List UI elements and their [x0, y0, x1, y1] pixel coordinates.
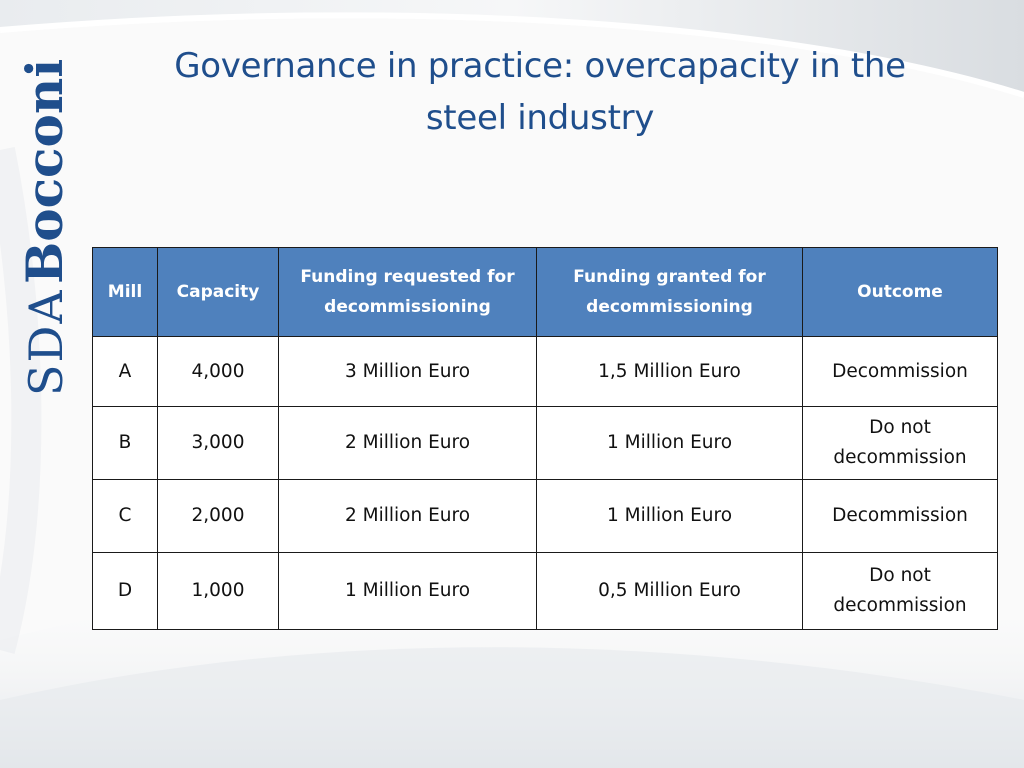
- cell-funding-requested: 1 Million Euro: [279, 553, 537, 630]
- cell-capacity: 4,000: [158, 337, 279, 407]
- sda-bocconi-logo: [14, 40, 78, 400]
- cell-capacity: 2,000: [158, 480, 279, 553]
- cell-mill: A: [93, 337, 158, 407]
- header-funding-granted-line1: Funding granted for: [573, 267, 766, 287]
- header-funding-requested-line2: decommissioning: [324, 297, 491, 317]
- cell-funding-granted: 0,5 Million Euro: [537, 553, 803, 630]
- title-line-2: steel industry: [425, 98, 655, 138]
- header-funding-requested: [279, 248, 537, 337]
- cell-outcome-line1: Decommission: [832, 360, 968, 382]
- cell-funding-requested: 3 Million Euro: [279, 337, 537, 407]
- logo-brand-text: SDA: [19, 288, 73, 396]
- table-row: [93, 337, 998, 407]
- table-header-row: [93, 248, 998, 337]
- cell-funding-granted: 1 Million Euro: [537, 407, 803, 480]
- cell-capacity: 1,000: [158, 553, 279, 630]
- table-row: [93, 553, 998, 630]
- header-capacity: Capacity: [158, 248, 279, 337]
- cell-outcome: [803, 407, 998, 480]
- cell-funding-granted: 1,5 Million Euro: [537, 337, 803, 407]
- table-row: [93, 407, 998, 480]
- cell-outcome: [803, 553, 998, 630]
- cell-outcome-line1: Do not: [869, 565, 931, 586]
- cell-funding-requested: 2 Million Euro: [279, 480, 537, 553]
- cell-outcome: [803, 480, 998, 553]
- header-outcome: Outcome: [803, 248, 998, 337]
- cell-mill: C: [93, 480, 158, 553]
- title-line-1: Governance in practice: overcapacity in the: [174, 46, 906, 86]
- table-row: [93, 480, 998, 553]
- cell-outcome-line2: decommission: [833, 447, 967, 468]
- cell-funding-granted: 1 Million Euro: [537, 480, 803, 553]
- header-funding-requested-line1: Funding requested for: [300, 267, 515, 287]
- page-title: [100, 40, 980, 144]
- cell-outcome-line1: Decommission: [832, 505, 968, 526]
- funding-table: [92, 247, 998, 630]
- header-funding-granted-line2: decommissioning: [586, 297, 753, 317]
- funding-table-container: [92, 247, 998, 630]
- header-mill: Mill: [93, 248, 158, 337]
- header-funding-granted: [537, 248, 803, 337]
- cell-outcome-line2: decommission: [833, 595, 967, 616]
- cell-capacity: 3,000: [158, 407, 279, 480]
- cell-mill: D: [93, 553, 158, 630]
- cell-outcome-line1: Do not: [869, 417, 931, 438]
- cell-outcome: [803, 337, 998, 407]
- logo-name-text: Bocconi: [15, 58, 74, 284]
- cell-funding-requested: 2 Million Euro: [279, 407, 537, 480]
- cell-mill: B: [93, 407, 158, 480]
